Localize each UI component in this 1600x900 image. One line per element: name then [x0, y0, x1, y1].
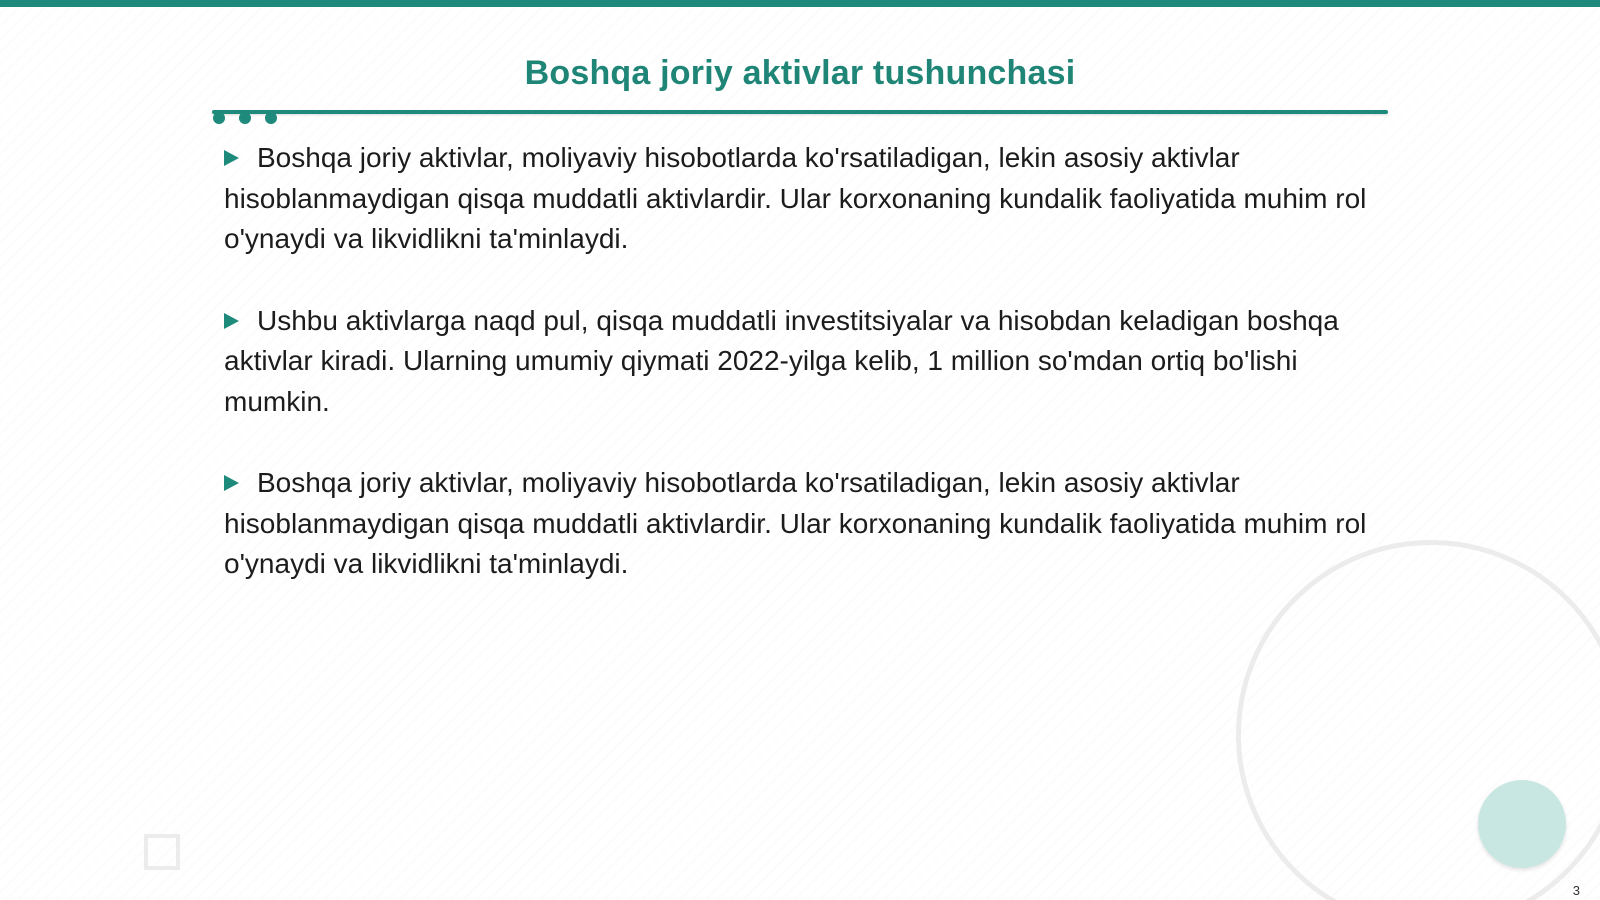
decorative-dot	[265, 112, 277, 124]
bullet-list	[224, 138, 1374, 626]
decorative-ball	[1478, 780, 1566, 868]
triangle-bullet-icon	[224, 313, 239, 329]
decorative-dot	[213, 112, 225, 124]
bullet-paragraph-1	[224, 138, 1374, 260]
decorative-square	[144, 834, 180, 870]
triangle-bullet-icon	[224, 475, 239, 491]
bullet-text: Boshqa joriy aktivlar, moliyaviy hisobotlarda ko'rsatiladigan, lekin asosiy aktivlar hisoblanmaydigan qisqa muddatli aktivlardir. Ular korxonaning kundalik faoliyatida muhim rol o'ynaydi va likvidlikni ta'minlaydi.	[224, 467, 1367, 579]
bullet-text: Ushbu aktivlarga naqd pul, qisqa muddatli investitsiyalar va hisobdan keladigan boshqa aktivlar kiradi. Ularning umumiy qiymati 2022-yilga kelib, 1 million so'mdan ortiq bo'lishi mumkin.	[224, 304, 1339, 417]
top-accent-bar	[0, 0, 1600, 7]
bullet-paragraph-3	[224, 463, 1374, 585]
page-number: 3	[1572, 883, 1580, 898]
decorative-dot	[239, 112, 251, 124]
title-underline	[212, 110, 1388, 114]
slide-title: Boshqa joriy aktivlar tushunchasi	[524, 54, 1076, 92]
bullet-text: Boshqa joriy aktivlar, moliyaviy hisobotlarda ko'rsatiladigan, lekin asosiy aktivlar hisoblanmaydigan qisqa muddatli aktivlardir. Ular korxonaning kundalik faoliyatida muhim rol o'ynaydi va likvidlikni ta'minlaydi.	[224, 142, 1367, 254]
triangle-bullet-icon	[224, 150, 239, 166]
bullet-paragraph-2	[224, 301, 1374, 423]
